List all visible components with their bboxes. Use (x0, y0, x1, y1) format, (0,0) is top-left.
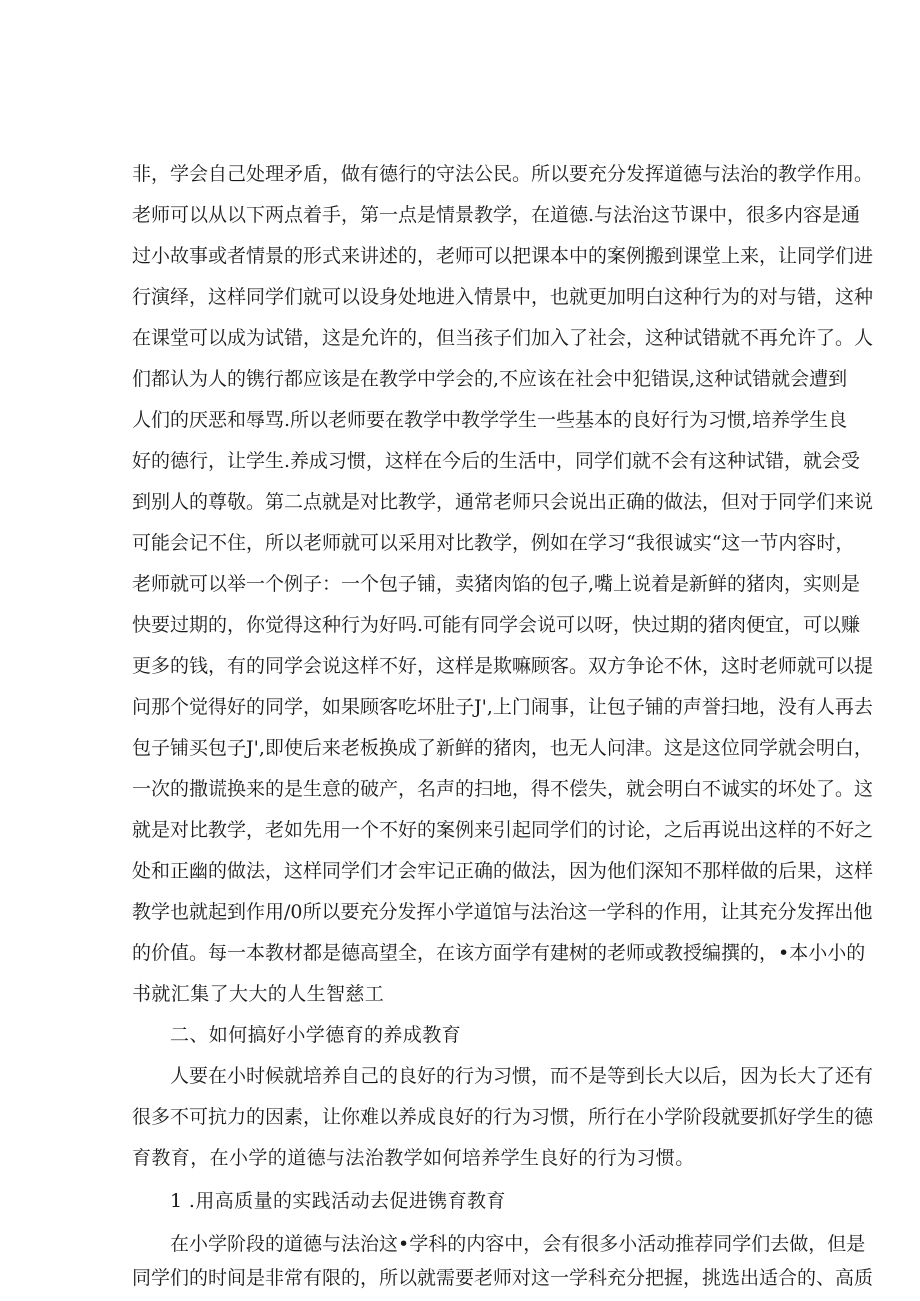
paragraph-line: 老师可以从以下两点着手，第一点是情景教学，在道德.与法治这节课中，很多内容是通 (132, 204, 861, 226)
paragraph-line: 可能会记不住，所以老师就可以采用对比教学，例如在学习“我很诚实“这一节内容时， (132, 532, 855, 554)
paragraph-line: 们都认为人的镌行都应该是在教学中学会的,不应该在社会中犯错误,这种试错就会遭到 (132, 368, 848, 390)
paragraph-line: 过小故事或者情景的形式来讲述的，老师可以把课本中的案例搬到课堂上来，让同学们进 (132, 245, 874, 267)
paragraph-line: 教学也就起到作用/0所以要充分发挥小学道馆与法治这一学科的作用，让其充分发挥出他 (132, 901, 873, 923)
paragraph-line: 快要过期的，你觉得这种行为好吗.可能有同学会说可以呀，快过期的猪肉便宜，可以赚 (132, 614, 861, 636)
paragraph-line: 老师就可以举一个例子：一个包子铺，卖猪肉馅的包子,嘴上说着是新鲜的猪肉，实则是 (132, 573, 861, 595)
paragraph-line: 的价值。每一本教材都是德高望全，在该方面学有建树的老师或教授编撰的，•本小小的 (132, 942, 866, 964)
paragraph-line: 在课堂可以成为试错，这是允许的，但当孩子们加入了社会，这种试错就不再允许了。人 (132, 327, 874, 349)
paragraph-line: 育教育，在小学的道德与法治教学如何培养学生良好的行为习惯。 (132, 1147, 695, 1169)
subsection-heading: 1 .用高质量的实践活动去促进镌育教育 (170, 1190, 506, 1212)
section-heading: 二、如何搞好小学德育的养成教育 (170, 1024, 462, 1046)
paragraph-line: 人要在小时候就培养自己的良好的行为习惯，而不是等到长大以后，因为长大了还有 (170, 1065, 874, 1087)
paragraph-line: 人们的厌恶和辱骂.所以老师要在教学中教学学生一些基本的良好行为习惯,培养学生良 (132, 409, 848, 431)
paragraph-line: 就是对比教学，老如先用一个不好的案例来引起同学们的讨论，之后再说出这样的不好之 (132, 819, 874, 841)
paragraph-line: 包子铺买包子J',即使后来老板换成了新鲜的猪肉，也无人问津。这是这位同学就会明白， (132, 737, 873, 759)
paragraph-line: 非，学会自己处理矛盾，做有德行的守法公民。所以要充分发挥道德与法治的教学作用。 (132, 163, 874, 185)
paragraph-line: 同学们的时间是非常有限的，所以就需要老师对这一学科充分把握，挑选出适合的、高质 (132, 1267, 874, 1289)
paragraph-line: 问那个觉得好的同学，如果顾客吃坏肚子J',上门闹事，让包子铺的声誉扫地，没有人再去 (132, 696, 873, 718)
paragraph-line: 一次的撒谎换来的是生意的破产，名声的扫地，得不偿失，就会明白不诚实的坏处了。这 (132, 778, 874, 800)
paragraph-line: 在小学阶段的道德与法治这•学科的内容中，会有很多小活动推荐同学们去做，但是 (170, 1233, 866, 1255)
paragraph-line: 更多的钱，有的同学会说这样不好，这样是欺嘛顾客。双方争论不休，这时老师就可以提 (132, 655, 874, 677)
paragraph-line: 处和正幽的做法，这样同学们才会牢记正确的做法，因为他们深知不那样做的后果，这样 (132, 860, 874, 882)
paragraph-line: 书就汇集了大大的人生智慈工 (132, 983, 385, 1005)
paragraph-line: 好的德行，让学生.养成习惯，这样在今后的生活中，同学们就不会有这种试错，就会受 (132, 450, 861, 472)
paragraph-line: 行演绎，这样同学们就可以设身处地进入情景中，也就更加明白这种行为的对与错，这种 (132, 286, 874, 308)
paragraph-line: 很多不可抗力的因素，让你难以养成良好的行为习惯，所行在小学阶段就要抓好学生的德 (132, 1106, 874, 1128)
paragraph-line: 到别人的尊敬。第二点就是对比教学，通常老师只会说出正确的做法，但对于同学们来说 (132, 491, 874, 513)
